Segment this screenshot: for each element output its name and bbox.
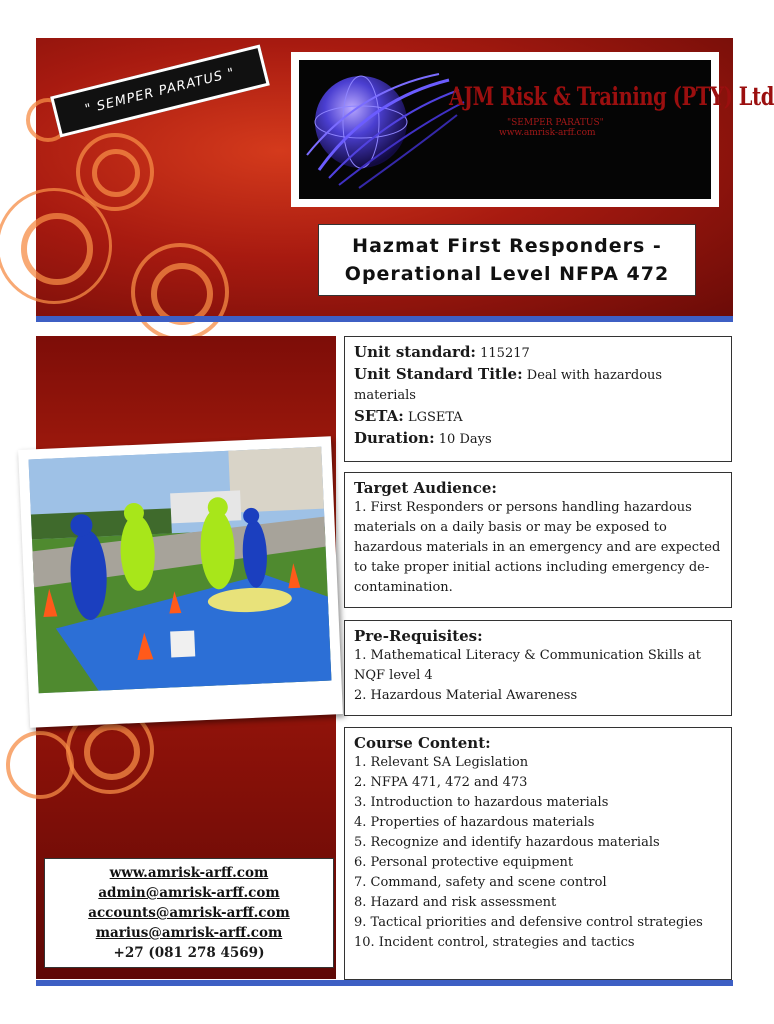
course-content-item: 5. Recognize and identify hazardous materials [354, 835, 660, 850]
logo-panel [299, 60, 774, 199]
decorative-ring [21, 213, 93, 285]
prerequisite-item: 2. Hazardous Material Awareness [354, 688, 578, 703]
unit-details-box [344, 336, 732, 462]
unit-standard-value: 115217 [480, 346, 530, 361]
footer-divider [36, 980, 733, 986]
motto-tag-text: " SEMPER PARATUS " [83, 65, 237, 117]
course-title [318, 224, 696, 296]
course-title-line1: Hazmat First Responders - [352, 235, 662, 257]
prerequisites-box [344, 620, 732, 716]
course-content-item: 8. Hazard and risk assessment [354, 895, 557, 910]
logo-motto: "SEMPER PARATUS" [507, 118, 604, 128]
training-photo-frame [18, 436, 343, 727]
target-audience-box [344, 472, 732, 608]
prerequisites-heading: Pre-Requisites: [354, 627, 483, 645]
unit-title-value: Deal with hazardous materials [354, 368, 663, 403]
logo-company-name: AJM Risk & Training (PTY) Ltd [449, 82, 774, 111]
unit-title-label: Unit Standard Title: [354, 365, 523, 383]
decorative-ring [92, 149, 140, 197]
course-content-item: 1. Relevant SA Legislation [354, 755, 529, 770]
course-content-item: 4. Properties of hazardous materials [354, 815, 595, 830]
logo-url: www.amrisk-arff.com [499, 128, 596, 138]
phone-number: +27 (081 278 4569) [113, 945, 265, 961]
seta-row [354, 406, 722, 428]
duration-value: 10 Days [438, 432, 492, 447]
course-content-item: 3. Introduction to hazardous materials [354, 795, 609, 810]
website-link[interactable]: www.amrisk-arff.com [109, 865, 269, 881]
training-photo [29, 447, 332, 694]
course-content-heading: Course Content: [354, 734, 491, 752]
course-content-box [344, 727, 732, 980]
target-audience-text: 1. First Responders or persons handling hazardous materials on a daily basis or may be exposed to hazardous materials in an emergency and are expected to take proper initial actions including emergency de-contamination. [354, 500, 721, 595]
seta-label: SETA: [354, 407, 404, 425]
unit-standard-row [354, 342, 722, 364]
accounts-email-link[interactable]: accounts@amrisk-arff.com [88, 905, 290, 921]
contact-panel [44, 858, 334, 968]
decorative-ring [84, 724, 140, 780]
course-content-item: 10. Incident control, strategies and tactics [354, 935, 635, 950]
prerequisite-item: 1. Mathematical Literacy & Communication Skills at NQF level 4 [354, 648, 701, 683]
marius-email-link[interactable]: marius@amrisk-arff.com [95, 925, 283, 941]
seta-value: LGSETA [407, 410, 463, 425]
unit-title-row [354, 364, 722, 406]
admin-email-link[interactable]: admin@amrisk-arff.com [98, 885, 280, 901]
course-title-line2: Operational Level NFPA 472 [344, 263, 670, 285]
duration-row [354, 428, 722, 450]
course-content-item: 2. NFPA 471, 472 and 473 [354, 775, 528, 790]
course-content-item: 6. Personal protective equipment [354, 855, 574, 870]
header-divider [36, 316, 733, 322]
course-content-item: 9. Tactical priorities and defensive control strategies [354, 915, 703, 930]
unit-standard-label: Unit standard: [354, 343, 476, 361]
company-logo [291, 52, 774, 207]
target-audience-heading: Target Audience: [354, 479, 497, 497]
course-content-item: 7. Command, safety and scene control [354, 875, 607, 890]
duration-label: Duration: [354, 429, 435, 447]
decorative-ring [6, 731, 74, 799]
